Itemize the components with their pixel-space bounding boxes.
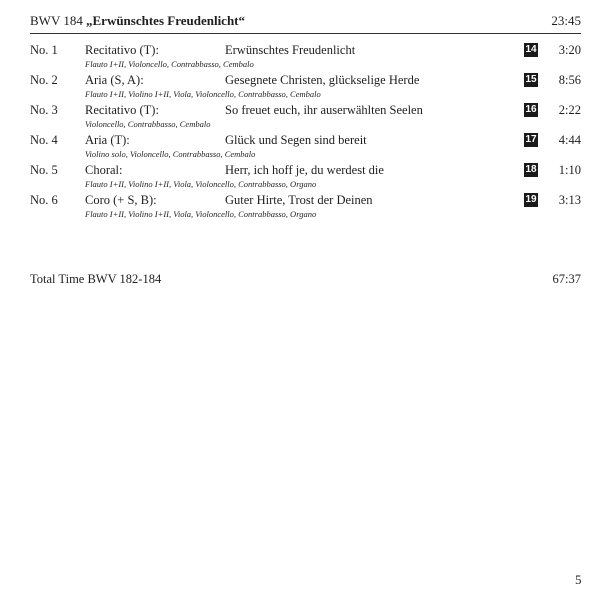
track-duration: 3:20: [558, 43, 581, 57]
movement-text: Guter Hirte, Trost der Deinen: [225, 193, 373, 207]
track-number-badge: 16: [525, 104, 537, 115]
track-duration: 8:56: [558, 73, 581, 87]
movement-number: No. 6: [30, 193, 58, 207]
work-total-time: 23:45: [551, 13, 581, 28]
movement-type: Aria (S, A):: [85, 73, 144, 87]
track-row: [30, 43, 581, 73]
movement-number: No. 3: [30, 103, 58, 117]
instrumentation: Flauto I+II, Violino I+II, Viola, Violoncello, Contrabbasso, Organo: [85, 179, 317, 189]
movement-number: No. 5: [30, 163, 58, 177]
track-row: [30, 133, 581, 163]
track-list: [30, 43, 581, 223]
track-duration: 4:44: [558, 133, 581, 147]
instrumentation: Flauto I+II, Violoncello, Contrabbasso, Cembalo: [85, 59, 254, 69]
track-row: [30, 163, 581, 193]
movement-type: Recitativo (T):: [85, 103, 159, 117]
track-duration: 1:10: [558, 163, 581, 177]
track-number-badge: 19: [525, 194, 537, 205]
instrumentation: Flauto I+II, Violino I+II, Viola, Violoncello, Contrabbasso, Cembalo: [85, 89, 321, 99]
movement-text: Glück und Segen sind bereit: [225, 133, 367, 147]
instrumentation: Violino solo, Violoncello, Contrabbasso, Cembalo: [85, 149, 256, 159]
track-number-badge: 17: [525, 134, 537, 145]
movement-type: Recitativo (T):: [85, 43, 159, 57]
track-row: [30, 193, 581, 223]
movement-number: No. 2: [30, 73, 58, 87]
track-row: [30, 73, 581, 103]
track-number-badge: 15: [525, 74, 537, 85]
track-duration: 2:22: [558, 103, 581, 117]
track-duration: 3:13: [558, 193, 581, 207]
movement-number: No. 4: [30, 133, 58, 147]
movement-text: Herr, ich hoff je, du werdest die: [225, 163, 384, 177]
movement-text: Erwünschtes Freudenlicht: [225, 43, 356, 57]
movement-text: Gesegnete Christen, glückselige Herde: [225, 73, 420, 87]
work-header: [30, 13, 581, 31]
movement-type: Coro (+ S, B):: [85, 193, 157, 207]
page-number: 5: [575, 572, 582, 587]
track-number-badge: 18: [525, 164, 537, 175]
header-divider: [30, 33, 581, 34]
movement-number: No. 1: [30, 43, 58, 57]
work-title: „Erwünschtes Freudenlicht“: [86, 13, 246, 28]
instrumentation: Flauto I+II, Violino I+II, Viola, Violoncello, Contrabbasso, Organo: [85, 209, 317, 219]
total-time-label: Total Time BWV 182-184: [30, 272, 162, 286]
track-row: [30, 103, 581, 133]
total-time-value: 67:37: [552, 272, 581, 286]
movement-type: Choral:: [85, 163, 123, 177]
movement-text: So freuet euch, ihr auserwählten Seelen: [225, 103, 423, 117]
track-number-badge: 14: [525, 44, 537, 55]
instrumentation: Violoncello, Contrabbasso, Cembalo: [85, 119, 211, 129]
bwv-number: BWV 184: [30, 13, 83, 28]
total-time-row: [30, 272, 581, 288]
movement-type: Aria (T):: [85, 133, 130, 147]
